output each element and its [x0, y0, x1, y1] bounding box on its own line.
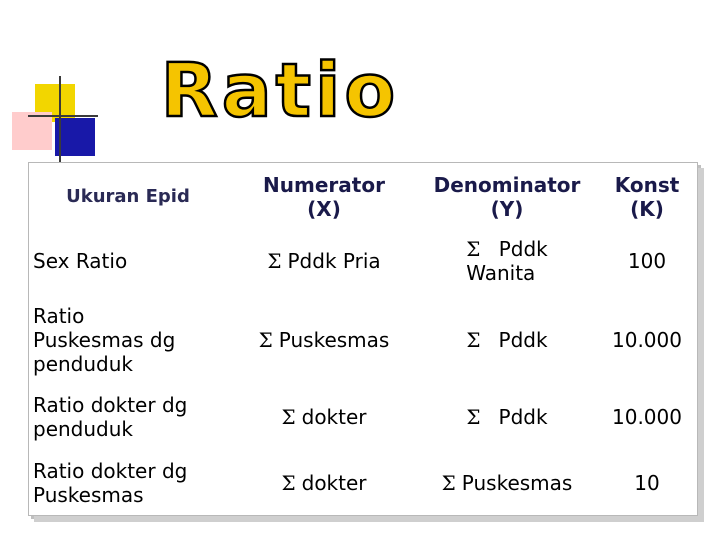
- row-measure-line1: Ratio dokter dg: [33, 459, 188, 483]
- row-konst: 10: [634, 471, 660, 495]
- sigma-icon: Σ: [258, 328, 273, 352]
- row-measure-line1: Ratio: [33, 304, 85, 328]
- row-numerator-text: dokter: [301, 405, 367, 429]
- row-measure: [33, 387, 223, 447]
- row-denominator-text: Pddk: [498, 237, 548, 261]
- row-numerator-text: dokter: [301, 471, 367, 495]
- decor-blue-square: [55, 118, 95, 156]
- row-denominator-text: Puskesmas: [461, 471, 573, 495]
- sigma-icon: Σ: [466, 405, 481, 429]
- decor-vertical-line: [59, 76, 61, 162]
- sigma-icon: Σ: [281, 471, 296, 495]
- row-measure: Sex Ratio: [33, 249, 128, 273]
- table-row: [29, 387, 697, 447]
- row-konst: 10.000: [612, 328, 682, 352]
- ratio-table: [28, 162, 698, 516]
- header-konst-label: Konst: [614, 173, 680, 197]
- header-ukuran-epid: Ukuran Epid: [66, 186, 190, 207]
- header-denominator: [417, 163, 597, 231]
- row-konst: 10.000: [612, 405, 682, 429]
- row-denominator: [417, 453, 597, 513]
- sigma-icon: Σ: [267, 249, 282, 273]
- row-measure-line2: Puskesmas: [33, 483, 144, 507]
- table-row: [29, 295, 697, 385]
- header-konst: [599, 163, 695, 231]
- sigma-icon: Σ: [466, 237, 481, 261]
- row-denominator-text: Pddk: [498, 405, 548, 429]
- row-numerator-text: Pddk Pria: [287, 249, 381, 273]
- row-numerator: [229, 229, 419, 293]
- row-measure: [33, 295, 223, 385]
- slide-title: [150, 52, 410, 132]
- row-denominator-text: Pddk: [498, 328, 548, 352]
- row-measure-line2: Puskesmas dg: [33, 328, 176, 352]
- header-numerator-symbol: (X): [307, 197, 341, 221]
- row-numerator: [229, 295, 419, 385]
- header-numerator: [229, 163, 419, 231]
- decor-horizontal-line: [28, 115, 98, 117]
- table-header-row: [29, 163, 697, 231]
- table-row: [29, 453, 697, 513]
- table-row: [29, 229, 697, 293]
- row-measure-line3: penduduk: [33, 352, 133, 376]
- sigma-icon: Σ: [281, 405, 296, 429]
- header-denominator-label: Denominator: [433, 173, 581, 197]
- sigma-icon: Σ: [441, 471, 456, 495]
- row-measure-line1: Ratio dokter dg: [33, 393, 188, 417]
- row-denominator-text-line2: Wanita: [466, 261, 536, 285]
- row-numerator: [229, 453, 419, 513]
- row-denominator: [417, 229, 597, 293]
- decor-pink-square: [12, 112, 52, 150]
- row-denominator: [417, 387, 597, 447]
- header-konst-symbol: (K): [630, 197, 664, 221]
- header-numerator-label: Numerator: [263, 173, 385, 197]
- row-numerator-text: Puskesmas: [278, 328, 390, 352]
- sigma-icon: Σ: [466, 328, 481, 352]
- header-denominator-symbol: (Y): [490, 197, 524, 221]
- row-numerator: [229, 387, 419, 447]
- row-denominator: [417, 295, 597, 385]
- title-text: Ratio: [160, 52, 400, 132]
- row-konst: 100: [627, 249, 667, 273]
- row-measure: [33, 453, 223, 513]
- row-measure-line2: penduduk: [33, 417, 133, 441]
